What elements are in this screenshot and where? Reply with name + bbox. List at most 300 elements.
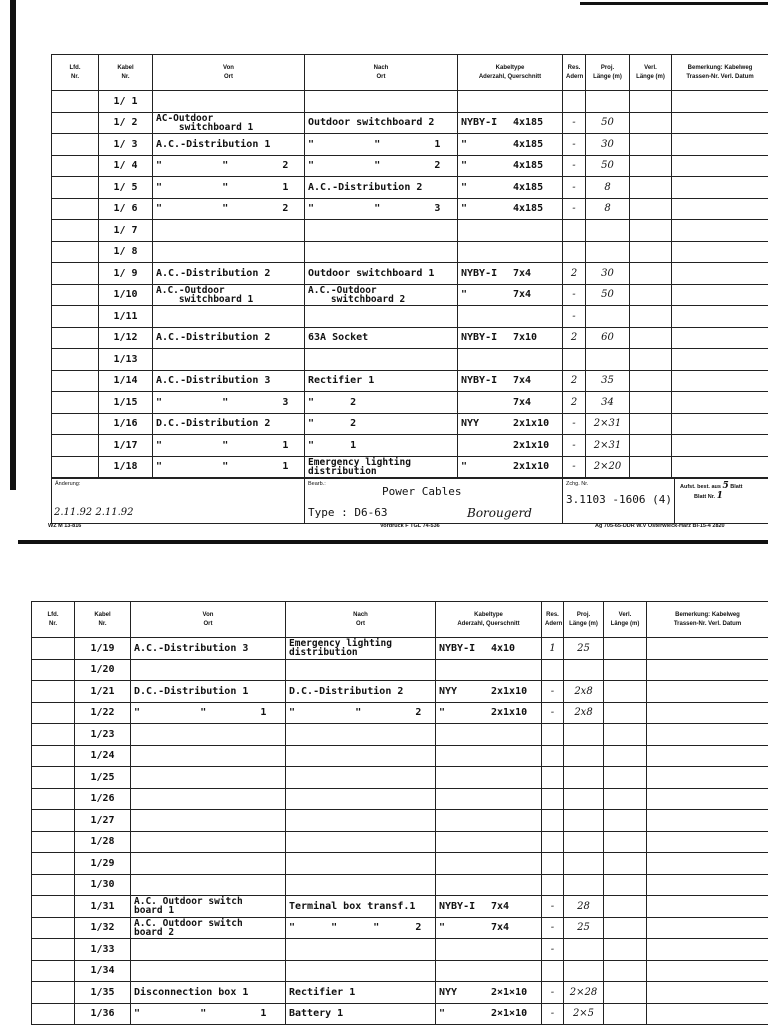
cell-von <box>131 702 286 724</box>
cell-kabel-nr <box>75 659 131 681</box>
cell-proj-text: 25 <box>577 922 590 933</box>
cable-size: 2x1x10 <box>513 440 549 451</box>
cell-verl <box>630 456 672 478</box>
cell-kabel-nr <box>75 939 131 961</box>
date-signature: 2.11.92 2.11.92 <box>54 507 134 518</box>
cell-proj <box>586 241 630 263</box>
cable-type: " <box>461 139 513 150</box>
cell-nach <box>286 896 436 918</box>
cell-kabel-nr <box>99 435 153 457</box>
cell-kabeltype <box>436 810 542 832</box>
cell-bemerkung <box>672 112 768 134</box>
cable-size: 7x4 <box>513 397 531 408</box>
aenderung-label: Änderung: <box>55 481 80 487</box>
cell-kabel-nr-text: 1/21 <box>90 686 114 697</box>
cell-kabeltype <box>458 413 563 435</box>
type-label: Type : D6-63 <box>308 506 387 519</box>
cell-kabel-nr <box>99 241 153 263</box>
drawing-number: 3.1103 -1606 (4) <box>566 493 672 506</box>
cell-von-text: A.C.-Distribution 3 <box>156 375 270 386</box>
cell-lfd <box>32 874 75 896</box>
cell-verl <box>630 413 672 435</box>
table-row <box>52 155 768 177</box>
table-row <box>32 788 768 810</box>
cable-type: NYBY-I <box>461 332 513 343</box>
cell-lfd <box>32 960 75 982</box>
cell-kabeltype <box>436 745 542 767</box>
cell-von <box>131 853 286 875</box>
cell-proj <box>586 435 630 457</box>
cell-kabel-nr <box>99 220 153 242</box>
cell-kabel-nr-text: 1/27 <box>90 815 114 826</box>
cell-von <box>131 1003 286 1025</box>
cell-nach <box>286 1003 436 1025</box>
cell-nach-text: " 2 <box>308 397 356 408</box>
cell-von <box>153 284 305 306</box>
cell-nach <box>286 638 436 660</box>
cell-res <box>542 702 564 724</box>
cell-res <box>563 134 586 156</box>
cell-von <box>131 896 286 918</box>
cell-kabel-nr <box>75 896 131 918</box>
cell-nach <box>286 874 436 896</box>
table-row <box>52 349 768 371</box>
cell-res <box>563 349 586 371</box>
cell-kabel-nr <box>99 91 153 113</box>
cell-von <box>131 831 286 853</box>
cable-type: NYY <box>461 418 513 429</box>
cell-proj-text: 2x8 <box>574 707 592 718</box>
cell-res <box>563 435 586 457</box>
cable-size: 2x1x10 <box>491 686 527 697</box>
cell-verl <box>630 134 672 156</box>
cell-von <box>153 349 305 371</box>
cell-von <box>131 810 286 832</box>
cell-nach <box>286 939 436 961</box>
cell-lfd <box>52 413 99 435</box>
cell-proj-text: 2×31 <box>594 440 621 451</box>
cell-nach <box>305 413 458 435</box>
header-bemerkung: Bemerkung: Kabelweg Trassen-Nr. Verl. Datum <box>672 55 768 91</box>
cell-kabel-nr <box>99 370 153 392</box>
cell-kabel-nr-text: 1/ 9 <box>113 268 137 279</box>
cell-res-text: - <box>551 922 554 933</box>
form-code-middle: Vordruck F TGL 74-536 <box>380 523 440 529</box>
table-row <box>52 198 768 220</box>
cable-type: NYBY-I <box>439 643 491 654</box>
cell-verl <box>604 982 647 1004</box>
cell-kabel-nr <box>99 456 153 478</box>
cell-nach-text: " " 3 <box>308 203 440 214</box>
cable-type: NYBY-I <box>461 375 513 386</box>
cell-nach <box>286 702 436 724</box>
cell-proj-text: 35 <box>601 375 614 386</box>
cell-res <box>563 198 586 220</box>
cell-proj <box>586 91 630 113</box>
cell-kabeltype <box>458 306 563 328</box>
cell-kabeltype <box>458 177 563 199</box>
cell-bemerkung <box>647 788 768 810</box>
header-verl: Verl. Länge (m) <box>630 55 672 91</box>
cell-bemerkung <box>647 917 768 939</box>
cell-kabeltype <box>458 284 563 306</box>
cell-bemerkung <box>672 370 768 392</box>
cell-res <box>542 788 564 810</box>
cell-kabel-nr-text: 1/31 <box>90 901 114 912</box>
cell-von <box>153 91 305 113</box>
cell-nach-text: " " 1 <box>308 139 440 150</box>
cell-kabeltype <box>436 939 542 961</box>
cell-kabeltype <box>436 659 542 681</box>
cell-res-text: - <box>551 944 554 955</box>
cell-von <box>153 327 305 349</box>
cell-bemerkung <box>647 1003 768 1025</box>
cell-lfd <box>32 810 75 832</box>
cell-res <box>563 456 586 478</box>
cell-kabel-nr-text: 1/35 <box>90 987 114 998</box>
cell-lfd <box>32 788 75 810</box>
cell-res <box>542 681 564 703</box>
cell-proj-text: 34 <box>601 397 614 408</box>
cell-bemerkung <box>672 241 768 263</box>
cell-kabel-nr <box>75 853 131 875</box>
cell-res <box>542 939 564 961</box>
cell-verl <box>630 349 672 371</box>
cell-kabeltype <box>458 435 563 457</box>
cell-res-text: - <box>572 160 575 171</box>
cell-bemerkung <box>647 982 768 1004</box>
cell-proj <box>564 917 604 939</box>
header-verl-2: Verl. Länge (m) <box>604 602 647 638</box>
cell-kabeltype <box>436 896 542 918</box>
cell-lfd <box>52 306 99 328</box>
table-row <box>52 134 768 156</box>
cell-lfd <box>32 939 75 961</box>
cell-kabel-nr <box>99 327 153 349</box>
cell-verl <box>630 435 672 457</box>
cell-kabeltype <box>436 638 542 660</box>
cell-proj <box>564 810 604 832</box>
cell-von-text: Disconnection box 1 <box>134 987 248 998</box>
header-bemerkung-2: Bemerkung: Kabelweg Trassen-Nr. Verl. Datum <box>647 602 768 638</box>
cell-res <box>542 659 564 681</box>
cell-proj <box>564 638 604 660</box>
cell-verl <box>604 896 647 918</box>
cell-bemerkung <box>647 896 768 918</box>
cell-verl <box>604 853 647 875</box>
cable-size: 7x4 <box>491 901 509 912</box>
cell-nach-text: Outdoor switchboard 2 <box>308 117 434 128</box>
cell-von <box>153 456 305 478</box>
cell-verl <box>604 810 647 832</box>
cell-kabeltype <box>458 349 563 371</box>
cell-nach-text: A.C.-Distribution 2 <box>308 182 422 193</box>
cell-lfd <box>52 134 99 156</box>
cell-res <box>542 767 564 789</box>
cell-kabel-nr <box>75 874 131 896</box>
cell-verl <box>630 112 672 134</box>
cell-lfd <box>52 284 99 306</box>
cell-lfd <box>52 177 99 199</box>
header-von-2: Von Ort <box>131 602 286 638</box>
header-kabel: Kabel Nr. <box>99 55 153 91</box>
table-row <box>52 306 768 328</box>
table-row <box>32 853 768 875</box>
cell-verl <box>604 874 647 896</box>
cell-kabeltype <box>436 724 542 746</box>
cell-res-text: - <box>572 182 575 193</box>
cell-res <box>542 874 564 896</box>
table-row <box>52 91 768 113</box>
cell-lfd <box>52 327 99 349</box>
cell-res-text: - <box>572 440 575 451</box>
cell-res <box>563 155 586 177</box>
cell-nach <box>286 724 436 746</box>
cell-res <box>542 982 564 1004</box>
cell-nach <box>286 767 436 789</box>
cable-type: NYY <box>439 686 491 697</box>
cell-von <box>153 370 305 392</box>
cell-von-text: AC-Outdoor switchboard 1 <box>156 114 301 132</box>
cell-von-text: " " 1 <box>156 461 288 472</box>
cell-proj <box>564 681 604 703</box>
cell-nach-text: " 2 <box>308 418 356 429</box>
table-row <box>32 917 768 939</box>
cell-res-text: - <box>551 707 554 718</box>
cell-verl <box>604 681 647 703</box>
cell-proj <box>564 896 604 918</box>
cell-kabel-nr-text: 1/12 <box>113 332 137 343</box>
cell-verl <box>630 392 672 414</box>
cell-verl <box>630 198 672 220</box>
header-kabel-2: Kabel Nr. <box>75 602 131 638</box>
cable-type: " <box>439 922 491 933</box>
cell-bemerkung <box>647 939 768 961</box>
table-row <box>32 659 768 681</box>
cell-kabeltype <box>458 392 563 414</box>
cell-res <box>563 241 586 263</box>
cell-von-text: " " 1 <box>156 440 288 451</box>
cell-kabel-nr-text: 1/24 <box>90 750 114 761</box>
cell-bemerkung <box>647 681 768 703</box>
table-row <box>52 370 768 392</box>
cell-proj <box>586 220 630 242</box>
cell-verl <box>630 177 672 199</box>
cell-res-text: 2 <box>571 375 577 386</box>
top-edge-rule <box>580 2 768 5</box>
aufst-count: 5 <box>722 481 728 491</box>
cell-kabel-nr-text: 1/29 <box>90 858 114 869</box>
cell-bemerkung <box>672 413 768 435</box>
cell-res <box>542 960 564 982</box>
cable-size: 2×1×10 <box>491 1008 527 1019</box>
cell-kabeltype <box>436 767 542 789</box>
cell-proj-text: 2×20 <box>594 461 621 472</box>
sheet-separator-rule <box>18 540 768 544</box>
cell-kabel-nr <box>75 982 131 1004</box>
cell-kabel-nr-text: 1/23 <box>90 729 114 740</box>
cell-kabel-nr <box>75 638 131 660</box>
cell-verl <box>630 155 672 177</box>
cell-kabel-nr-text: 1/34 <box>90 965 114 976</box>
cell-proj <box>564 745 604 767</box>
cell-nach-text: " " " 2 <box>289 922 421 933</box>
cell-von-text: A.C.-Distribution 2 <box>156 332 270 343</box>
cable-size: 4x185 <box>513 203 543 214</box>
cell-nach-text: 63A Socket <box>308 332 368 343</box>
cell-von-text: D.C.-Distribution 1 <box>134 686 248 697</box>
cell-nach-text: Emergency lighting distribution <box>289 639 432 657</box>
cable-type: " <box>461 289 513 300</box>
cable-size: 7x4 <box>513 268 531 279</box>
cell-lfd <box>32 767 75 789</box>
cable-size: 4x10 <box>491 643 515 654</box>
cell-res <box>542 724 564 746</box>
table-row <box>52 413 768 435</box>
header-lfd: Lfd. Nr. <box>52 55 99 91</box>
zchg-label: Zchg. Nr. <box>566 481 588 487</box>
cell-nach <box>286 810 436 832</box>
cell-res <box>563 263 586 285</box>
cell-bemerkung <box>672 155 768 177</box>
cell-verl <box>630 263 672 285</box>
table-row <box>32 874 768 896</box>
header-proj-2: Proj. Länge (m) <box>564 602 604 638</box>
cell-proj <box>586 349 630 371</box>
cell-kabel-nr-text: 1/16 <box>113 418 137 429</box>
table-row <box>32 939 768 961</box>
cell-kabel-nr-text: 1/17 <box>113 440 137 451</box>
cell-proj <box>586 155 630 177</box>
cell-von-text: D.C.-Distribution 2 <box>156 418 270 429</box>
cell-res-text: - <box>572 311 575 322</box>
cell-verl <box>630 306 672 328</box>
cell-von <box>131 724 286 746</box>
cell-lfd <box>52 370 99 392</box>
cell-verl <box>604 767 647 789</box>
table-row <box>32 681 768 703</box>
cell-res-text: 1 <box>549 643 555 654</box>
cell-von-text: A.C.-Distribution 2 <box>156 268 270 279</box>
cell-kabeltype <box>458 327 563 349</box>
cell-kabel-nr <box>75 1003 131 1025</box>
cell-kabel-nr-text: 1/13 <box>113 354 137 365</box>
cell-verl <box>604 939 647 961</box>
form-code-right <box>595 523 725 529</box>
cell-nach-text: Rectifier 1 <box>308 375 374 386</box>
cell-von <box>153 413 305 435</box>
cell-nach <box>305 392 458 414</box>
table-row <box>52 241 768 263</box>
cable-type: " <box>461 461 513 472</box>
cell-kabeltype <box>458 91 563 113</box>
cell-bemerkung <box>672 327 768 349</box>
cell-nach-text: Emergency lighting distribution <box>308 458 454 476</box>
cell-kabeltype <box>458 456 563 478</box>
cell-nach <box>305 306 458 328</box>
cell-proj <box>586 177 630 199</box>
cell-von <box>131 917 286 939</box>
cell-von-text: " " 1 <box>134 707 266 718</box>
cell-lfd <box>32 982 75 1004</box>
header-von: Von Ort <box>153 55 305 91</box>
cell-bemerkung <box>647 745 768 767</box>
cell-nach <box>305 177 458 199</box>
cell-von-text: " " 1 <box>156 182 288 193</box>
cell-res <box>542 917 564 939</box>
cable-size: 7x4 <box>491 922 509 933</box>
cell-kabeltype <box>436 702 542 724</box>
cell-lfd <box>52 112 99 134</box>
cell-res <box>563 91 586 113</box>
drawing-title: Power Cables <box>382 485 461 498</box>
form-code-right-text-2: Bl-15-4 2820 <box>693 523 725 529</box>
cell-von-text: A.C. Outdoor switch board 2 <box>134 919 282 937</box>
cell-von <box>153 177 305 199</box>
cell-nach <box>286 917 436 939</box>
company-name: Borougerd <box>467 506 532 520</box>
cell-kabel-nr <box>75 681 131 703</box>
cell-von <box>131 681 286 703</box>
cell-proj <box>586 263 630 285</box>
cell-von <box>153 112 305 134</box>
cell-lfd <box>32 681 75 703</box>
cell-kabeltype <box>458 198 563 220</box>
cell-von <box>131 638 286 660</box>
cell-lfd <box>32 831 75 853</box>
aufst-blatt-label: Blatt <box>730 484 742 490</box>
cell-kabel-nr <box>99 306 153 328</box>
header-proj: Proj. Länge (m) <box>586 55 630 91</box>
cell-res-text: 2 <box>571 332 577 343</box>
cell-verl <box>604 960 647 982</box>
cell-nach <box>286 681 436 703</box>
cell-bemerkung <box>647 810 768 832</box>
cable-size: 7x4 <box>513 375 531 386</box>
cable-size: 4x185 <box>513 139 543 150</box>
cell-proj <box>586 370 630 392</box>
cell-lfd <box>52 91 99 113</box>
table-row <box>52 220 768 242</box>
cell-nach <box>286 788 436 810</box>
cable-type: NYBY-I <box>461 268 513 279</box>
cell-kabeltype <box>436 853 542 875</box>
cell-kabeltype <box>458 263 563 285</box>
cell-bemerkung <box>647 874 768 896</box>
cell-kabeltype <box>436 831 542 853</box>
cell-von <box>153 220 305 242</box>
cell-kabeltype <box>436 1003 542 1025</box>
cell-bemerkung <box>672 91 768 113</box>
cable-size: 2×1×10 <box>491 987 527 998</box>
cell-proj-text: 2x8 <box>574 686 592 697</box>
cell-von-text: " " 1 <box>134 1008 266 1019</box>
cell-nach <box>286 745 436 767</box>
cell-von <box>131 745 286 767</box>
cell-res-text: - <box>572 139 575 150</box>
cell-lfd <box>52 263 99 285</box>
cell-kabeltype <box>458 134 563 156</box>
cell-kabel-nr-text: 1/33 <box>90 944 114 955</box>
cell-kabel-nr <box>75 917 131 939</box>
table-row <box>32 638 768 660</box>
cell-kabel-nr <box>75 724 131 746</box>
cell-lfd <box>32 896 75 918</box>
cell-kabel-nr-text: 1/ 1 <box>113 96 137 107</box>
table-row <box>32 745 768 767</box>
cell-res-text: - <box>572 289 575 300</box>
cell-nach-text: A.C.-Outdoor switchboard 2 <box>308 286 454 304</box>
